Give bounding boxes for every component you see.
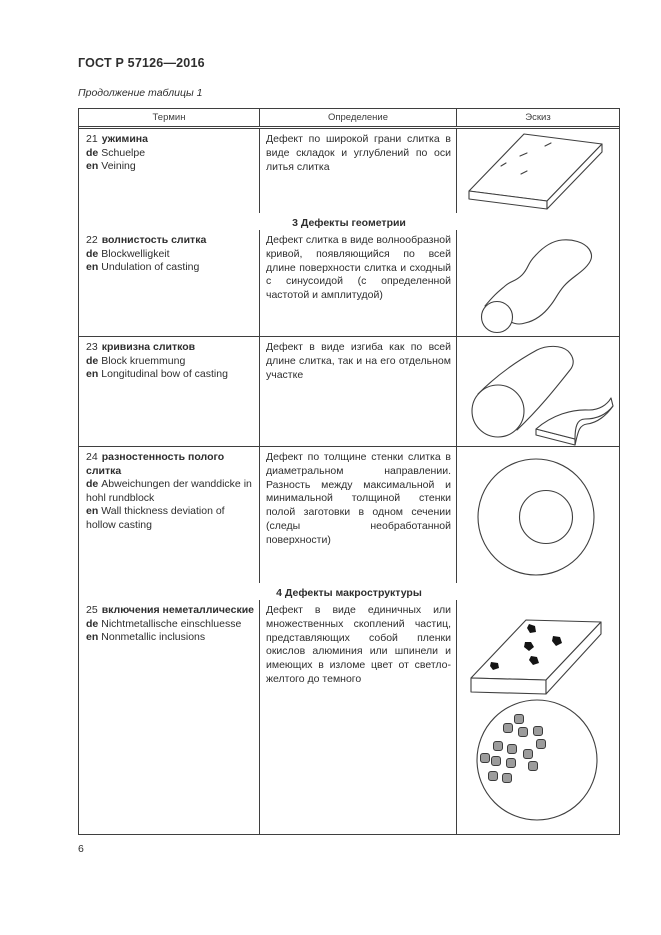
sketch-cell [457,600,619,834]
table-header-row [79,109,619,129]
column-header-sketch: Эскиз [525,112,551,123]
hollow-ingot-cross-section-sketch [457,447,619,583]
section-title-geometry: 3 Дефекты геометрии [292,216,406,229]
term-en: en Longitudinal bow of casting [86,368,228,380]
definition-cell: Дефект по толщине стенки слитка в диаметральном направлении. Разность между максимальной и минимальной толщиной стенки полой заготовки в одном сечении (следы необработанной поверхности) [260,447,457,583]
table-caption: Продолжение таблицы 1 [78,87,203,99]
term-en: en Nonmetallic inclusions [86,631,206,643]
definition-cell: Дефект по широкой грани слитка в виде складок и углублений по оси литья слитка [260,129,457,213]
term-de: de Nichtmetallische einschluesse [86,617,242,630]
page-number: 6 [78,843,84,855]
table-row [79,129,619,213]
term-de: de Blockwelligkeit [86,247,170,260]
sketch-cell [457,447,619,583]
term-cell [79,337,260,446]
column-header-definition: Определение [260,109,457,126]
definition-cell: Дефект в виде изгиба как по всей длине слитка, так и на его отдельном участке [260,337,457,446]
sketch-cell [457,230,619,336]
term-cell [79,600,260,834]
term-en: en Wall thickness deviation of hollow casting [86,505,225,531]
terms-table [78,108,620,835]
term-title: 23 кривизна слитков [86,341,196,353]
term-title: 25 включения неметаллические [86,604,255,616]
section-row [79,583,619,600]
term-de: de Block kruemmung [86,354,186,367]
table-row [79,337,619,447]
term-de: de Schuelpe [86,146,146,159]
table-row [79,600,619,834]
term-title: 21 ужимина [86,133,148,145]
section-row [79,213,619,230]
table-row [79,230,619,337]
doc-code: ГОСТ Р 57126—2016 [78,56,205,70]
term-en: en Veining [86,160,136,172]
definition-cell: Дефект слитка в виде волнообразной кривой, появляющийся по всей длине поверхности слитка и сходный с синусоидой (с определенной частотой и амплитудой) [260,230,457,336]
slab-with-veining-sketch [457,129,619,213]
term-cell [79,129,260,213]
sketch-cell [457,129,619,213]
term-cell [79,230,260,336]
table-row [79,447,619,583]
wavy-ingot-sketch [457,230,619,336]
column-header-term: Термин [79,109,260,126]
term-de: de Abweichungen der wanddicke in hohl rundblock [86,478,252,504]
term-en: en Undulation of casting [86,261,200,273]
term-title: 24 разностенность полого слитка [86,451,225,477]
term-title: 22 волнистость слитка [86,234,207,246]
term-cell [79,447,260,583]
section-title-macrostructure: 4 Дефекты макроструктуры [276,586,422,599]
definition-cell: Дефект в виде единичных или множественных скоплений частиц, представляющих собой пленки окислов алюминия или шпинели и имеющих в изломе цвет от светло-желтого до темного [260,600,457,834]
sketch-cell [457,337,619,446]
bowed-ingot-sketch [457,337,619,446]
nonmetallic-inclusions-sketch [457,600,619,834]
